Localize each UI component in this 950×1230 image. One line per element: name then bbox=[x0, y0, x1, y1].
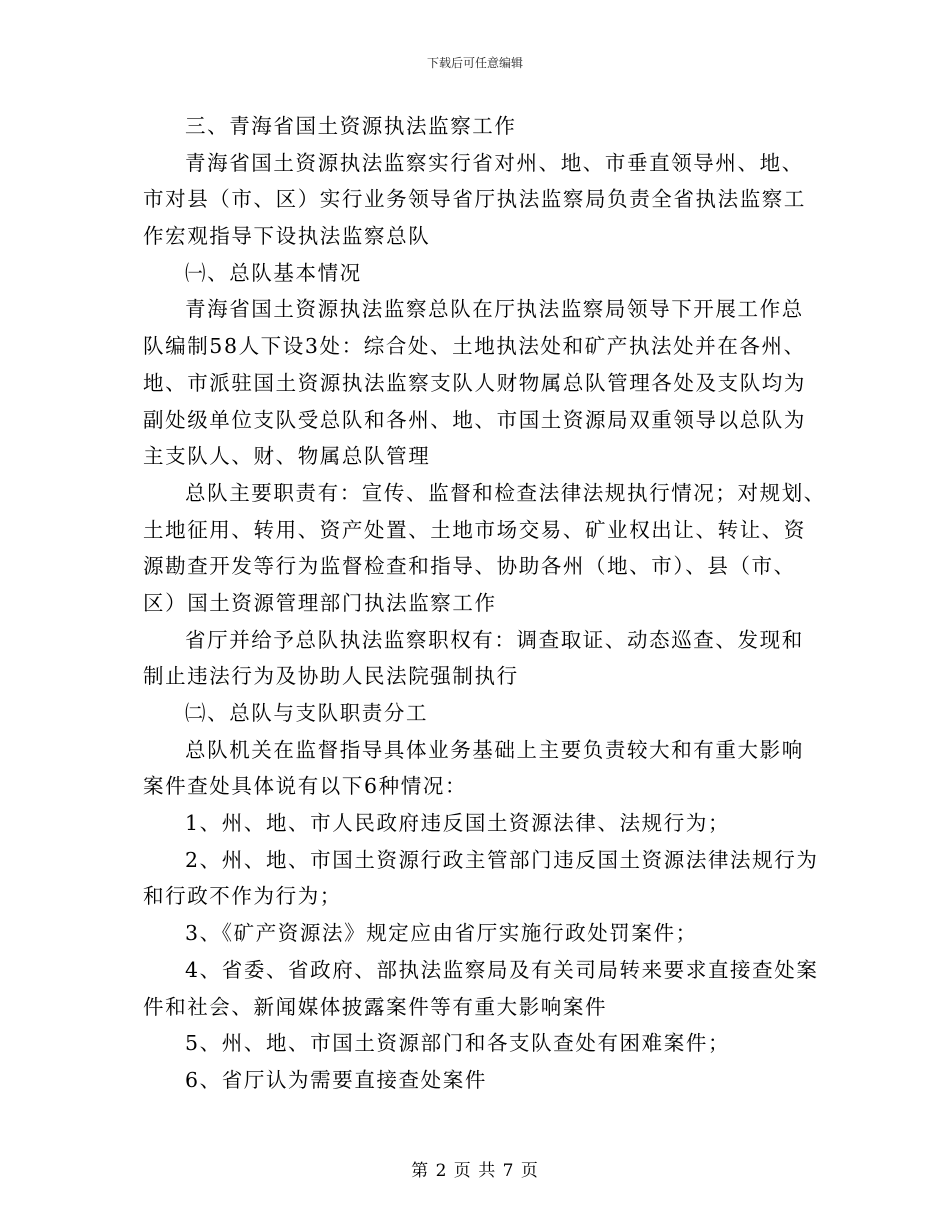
paragraph-line: 土地征用、转用、资产处置、土地市场交易、矿业权出让、转让、资 bbox=[143, 517, 806, 542]
paragraph-line: 市对县（市、区）实行业务领导省厅执法监察局负责全省执法监察工 bbox=[143, 187, 806, 212]
paragraph-line: 青海省国土资源执法监察实行省对州、地、市垂直领导州、地、 bbox=[185, 150, 804, 175]
page-header: 下载后可任意编辑 bbox=[426, 56, 523, 70]
paragraph-line: 案件查处具体说有以下6种情况： bbox=[143, 774, 468, 799]
paragraph-line: 作宏观指导下设执法监察总队 bbox=[143, 224, 431, 249]
paragraph-line: 总队机关在监督指导具体业务基础上主要负责较大和有重大影响 bbox=[185, 737, 804, 762]
list-item-continuation: 和行政不作为行为； bbox=[143, 884, 342, 909]
list-item: 3、《矿产资源法》规定应由省厅实施行政处罚案件； bbox=[185, 921, 698, 946]
paragraph-line: 队编制58人下设3处：综合处、土地执法处和矿产执法处并在各州、 bbox=[143, 334, 806, 359]
document-body bbox=[143, 108, 826, 1099]
paragraph-line: 副处级单位支队受总队和各州、地、市国土资源局双重领导以总队为 bbox=[143, 407, 806, 432]
list-item: 5、州、地、市国土资源部门和各支队查处有困难案件； bbox=[185, 1031, 731, 1056]
list-item: 6、省厅认为需要直接查处案件 bbox=[185, 1067, 487, 1092]
list-item: 4、省委、省政府、部执法监察局及有关司局转来要求直接查处案 bbox=[185, 957, 819, 982]
paragraph-line: 主支队人、财、物属总队管理 bbox=[143, 444, 431, 469]
section-heading: 三、青海省国土资源执法监察工作 bbox=[185, 114, 517, 138]
paragraph-line: 制止违法行为及协助人民法院强制执行 bbox=[143, 664, 519, 689]
subsection-heading: ㈠、总队基本情况 bbox=[185, 260, 362, 285]
list-item-continuation: 件和社会、新闻媒体披露案件等有重大影响案件 bbox=[143, 994, 608, 1019]
paragraph-line: 总队主要职责有：宣传、监督和检查法律法规执行情况；对规划、 bbox=[185, 480, 826, 505]
page-number: 第 2 页 共 7 页 bbox=[411, 1161, 539, 1181]
list-item: 2、州、地、市国土资源行政主管部门违反国土资源法律法规行为 bbox=[185, 847, 819, 872]
subsection-heading: ㈡、总队与支队职责分工 bbox=[185, 701, 429, 725]
paragraph-line: 区）国土资源管理部门执法监察工作 bbox=[143, 590, 497, 615]
paragraph-line: 省厅并给予总队执法监察职权有：调查取证、动态巡查、发现和 bbox=[185, 627, 804, 652]
list-item: 1、州、地、市人民政府违反国土资源法律、法规行为； bbox=[185, 811, 731, 836]
paragraph-line: 源勘查开发等行为监督检查和指导、协助各州（地、市）、县（市、 bbox=[143, 554, 796, 579]
paragraph-line: 青海省国土资源执法监察总队在厅执法监察局领导下开展工作总 bbox=[185, 297, 804, 322]
paragraph-line: 地、市派驻国土资源执法监察支队人财物属总队管理各处及支队均为 bbox=[143, 370, 806, 395]
